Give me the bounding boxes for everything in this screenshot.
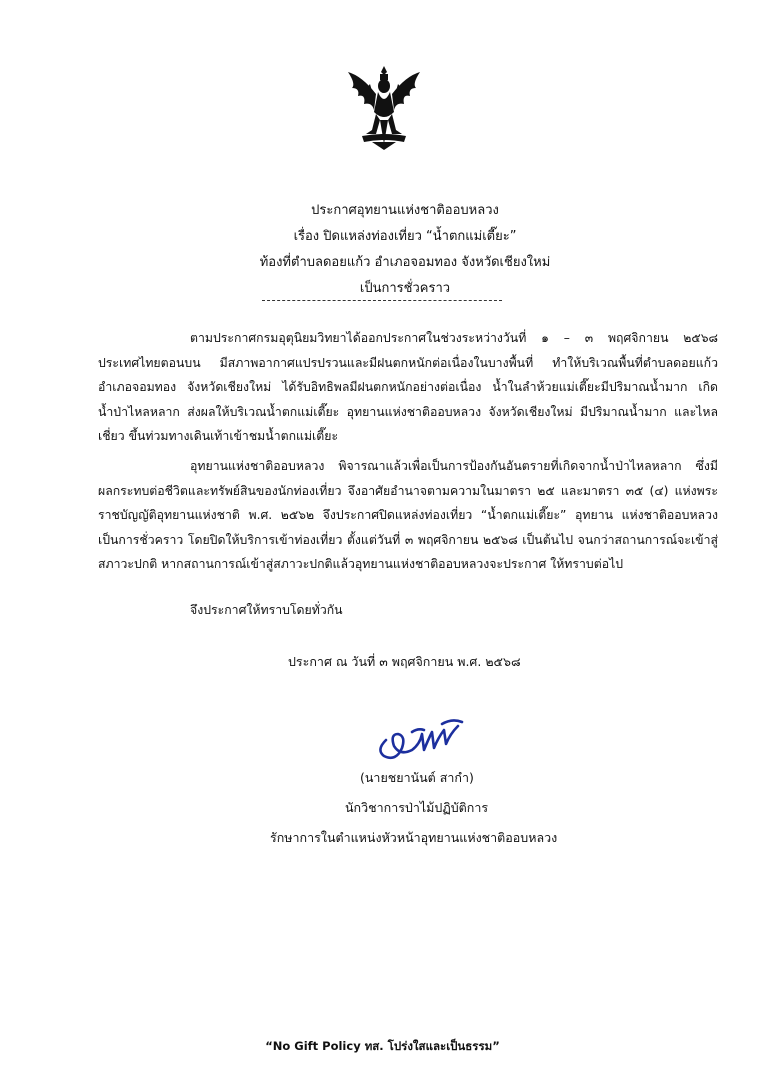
handwritten-signature	[372, 710, 482, 762]
paragraph-2-text: อุทยานแห่งชาติออบหลวง พิจารณาแล้วเพื่อเป็นการป้องกันอันตรายที่เกิดจากน้ำป่าไหลหลาก ซึ่งมีผลกระทบต่อชีวิตและทรัพย์สินของนักท่องเที่ยว จึงอาศัยอำนาจตามความในมาตรา ๒๕ และมาตรา ๓๕ (๔) แห่งพระราชบัญญัติอุทยานแห่งชาติ พ.ศ. ๒๕๖๒ จึงประกาศปิดแหล่งท่องเที่ยว “น้ำตกแม่เตี๊ยะ” อุทยาน แห่งชาติออบหลวง เป็นการชั่วคราว โดยปิดให้บริการเข้าท่องเที่ยว ตั้งแต่วันที่ ๓ พฤศจิกายน ๒๕๖๘ เป็นต้นไป จนกว่าสถานการณ์จะเข้าสู่สภาวะปกติ หากสถานการณ์เข้าสู่สภาวะปกติแล้วอุทยานแห่งชาติออบหลวงจะประกาศ ให้ทราบต่อไป	[98, 459, 718, 571]
signer-acting-position: รักษาการในตำแหน่งหัวหน้าอุทยานแห่งชาติออบหลวง	[270, 830, 558, 845]
signer-name: (นายชยานันต์ สากำ)	[360, 770, 474, 785]
signer-position: นักวิชาการป่าไม้ปฏิบัติการ	[345, 800, 489, 815]
announcement-location: ท้องที่ตำบลดอยแก้ว อำเภอจอมทอง จังหวัดเชียงใหม่	[259, 255, 551, 270]
body-paragraph-3: จึงประกาศให้ทราบโดยทั่วกัน	[190, 603, 343, 617]
body-paragraph-2	[98, 454, 718, 577]
announcement-duration: เป็นการชั่วคราว	[359, 281, 451, 296]
announcement-date: ประกาศ ณ วันที่ ๓ พฤศจิกายน พ.ศ. ๒๕๖๘	[288, 654, 521, 669]
body-paragraph-1	[98, 326, 718, 449]
garuda-emblem-icon	[342, 62, 426, 152]
announcement-title: ประกาศอุทยานแห่งชาติออบหลวง	[311, 203, 499, 218]
divider	[262, 300, 502, 301]
paragraph-1-text: ตามประกาศกรมอุตุนิยมวิทยาได้ออกประกาศในช่วงระหว่างวันที่ ๑ – ๓ พฤศจิกายน ๒๕๖๘ ประเทศไทยตอนบน มีสภาพอากาศแปรปรวนและมีฝนตกหนักต่อเนื่องในบางพื้นที่ ทำให้บริเวณพื้นที่ตำบลดอยแก้ว อำเภอจอมทอง จังหวัดเชียงใหม่ ได้รับอิทธิพลมีฝนตกหนักอย่างต่อเนื่อง น้ำในลำห้วยแม่เตี๊ยะมีปริมาณน้ำมาก เกิดน้ำป่าไหลหลาก ส่งผลให้บริเวณน้ำตกแม่เตี๊ยะ อุทยานแห่งชาติออบหลวง จังหวัดเชียงใหม่ มีปริมาณน้ำมาก และไหลเชี่ยว ขึ้นท่วมทางเดินเท้าเข้าชมน้ำตกแม่เตี๊ยะ	[98, 331, 718, 443]
footer-slogan: “No Gift Policy ทส. โปร่งใสและเป็นธรรม”	[265, 1039, 500, 1053]
announcement-subject: เรื่อง ปิดแหล่งท่องเที่ยว “น้ำตกแม่เตี๊ยะ”	[293, 229, 517, 244]
